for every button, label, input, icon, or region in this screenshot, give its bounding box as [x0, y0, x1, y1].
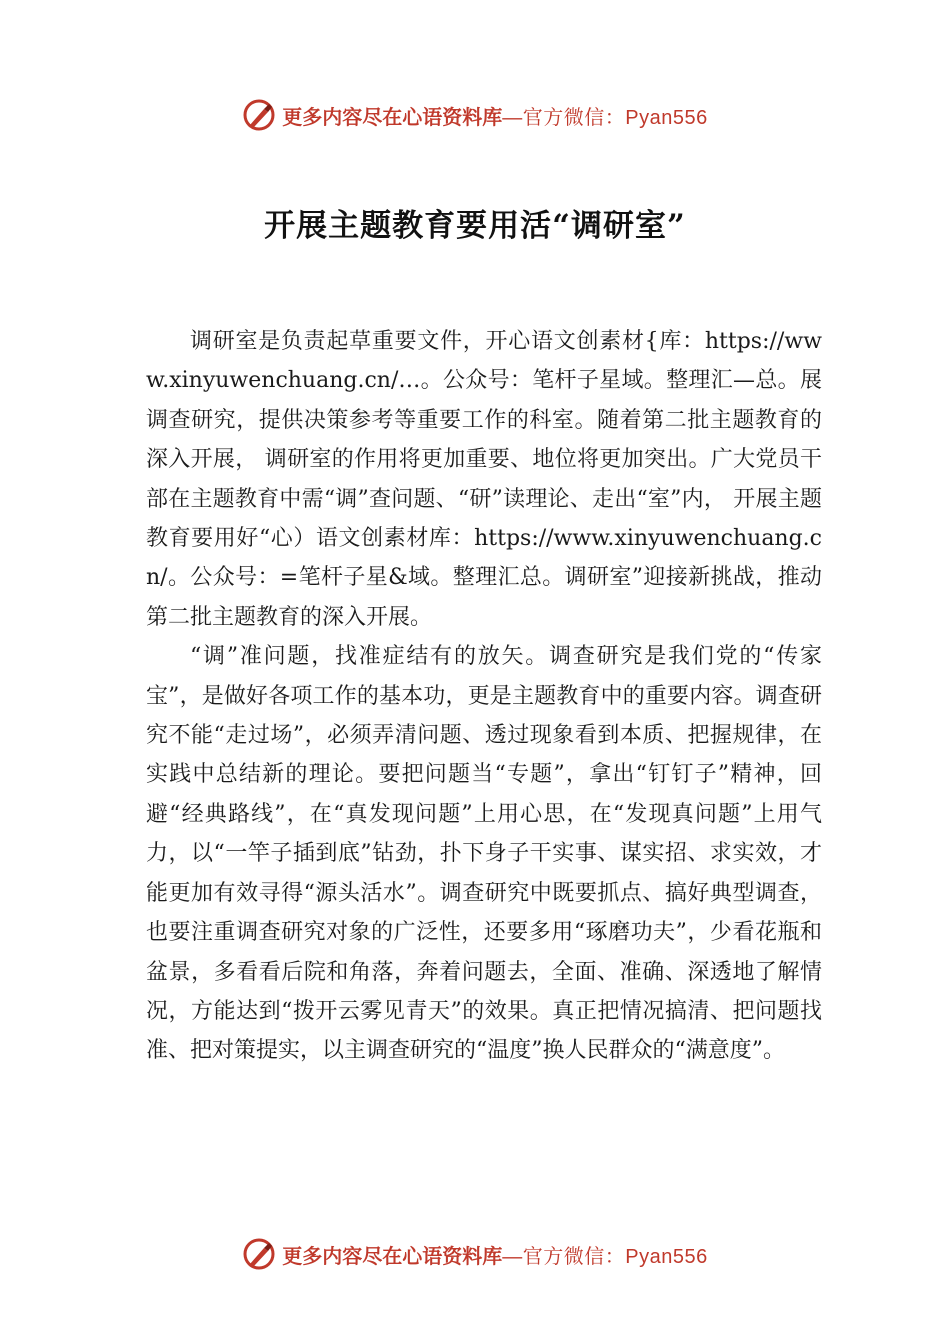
- paragraph-1: 调研室是负责起草重要文件，开心语文创素材{库：https://www.xinyuwenchuang.cn/…。公众号：笔杆子星域。整理汇—总。展调查研究，提供决策参考等重要工作的科室。随着第二批主题教育的深入开展， 调研室的作用将更加重要、地位将更加突出。广大党员干部在主题教育中需“调”查问题、“研”读理论、走出“室”内， 开展主题教育要用好“心）语文创素材库：https://www.xinyuwenchuang.cn/。公众号：=笔杆子星&域。整理汇总。调研室”迎接新挑战，推动第二批主题教育的深入开展。: [146, 329, 822, 630]
- watermark-banner-top: [0, 95, 950, 135]
- pen-logo-icon: [242, 98, 276, 132]
- watermark-banner-bottom: [0, 1234, 950, 1274]
- pen-logo-icon: [242, 1237, 276, 1271]
- watermark-left-text: 更多内容尽在心语资料库: [282, 104, 503, 129]
- watermark-right-text: —官方微信：Pyan556: [502, 106, 708, 129]
- page-title: 开展主题教育要用活“调研室”: [264, 208, 686, 244]
- watermark-left-text: 更多内容尽在心语资料库: [282, 1243, 503, 1268]
- paragraph-2: “调”准问题，找准症结有的放矢。调查研究是我们党的“传家宝”，是做好各项工作的基本功，更是主题教育中的重要内容。调查研究不能“走过场”，必须弄清问题、透过现象看到本质、把握规律，在实践中总结新的理论。要把问题当“专题”，拿出“钉钉子”精神，回避“经典路线”，在“真发现问题”上用心思，在“发现真问题”上用气力，以“一竿子插到底”钻劲，扑下身子干实事、谋实招、求实效，才能更加有效寻得“源头活水”。调查研究中既要抓点、搞好典型调查，也要注重调查研究对象的广泛性，还要多用“琢磨功夫”，少看花瓶和盆景，多看看后院和角落，奔着问题去，全面、准确、深透地了解情况，方能达到“拨开云雾见青天”的效果。真正把情况搞清、把问题找准、把对策提实，以主调查研究的“温度”换人民群众的“满意度”。: [146, 644, 822, 1064]
- watermark-right-text: —官方微信：Pyan556: [502, 1245, 708, 1268]
- article-body: [146, 322, 822, 1071]
